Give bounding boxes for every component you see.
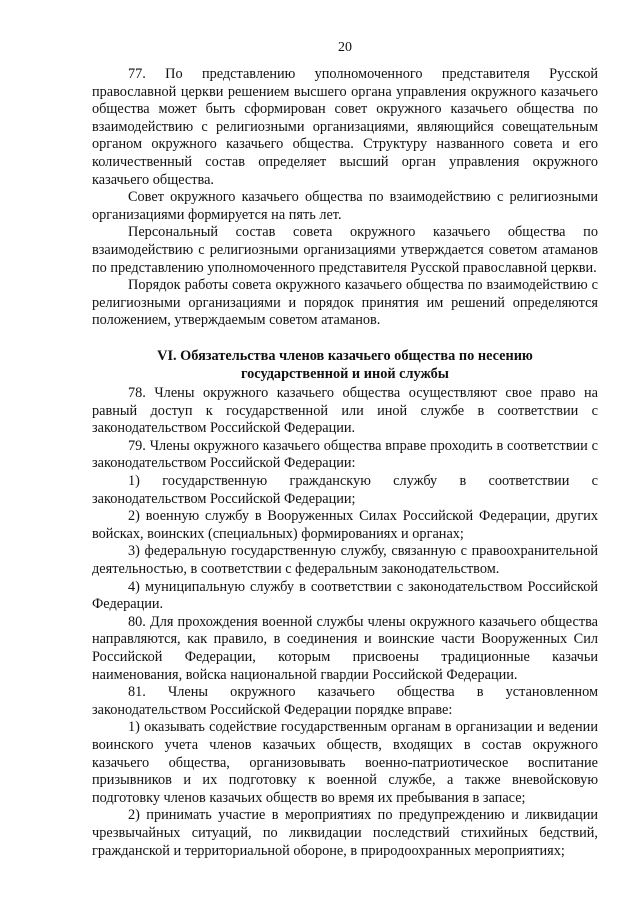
- section-heading: VI. Обязательства членов казачьего общества по несению государственной и иной службы: [157, 347, 533, 382]
- paragraph-78: 78. Члены окружного казачьего общества осуществляют свое право на равный доступ к государственной или иной службе в соответствии с законодательством Российской Федерации.: [92, 385, 598, 437]
- paragraph-81: 81. Члены окружного казачьего общества в установленном законодательством Российской Федерации порядке вправе:: [92, 684, 598, 718]
- paragraph-77: 77. По представлению уполномоченного представителя Русской православной церкви решением высшего органа управления окружного казачьего общества может быть сформирован совет окружного казачьего общества по взаимодействию с религиозными организациями, являющийся совещательным органом окружного казачьего общества. Структуру названного совета и его количественный состав определяет высший орган управления окружного казачьего общества.: [92, 66, 598, 188]
- paragraph-council-composition: Персональный состав совета окружного казачьего общества по взаимодействию с религиозными организациями утверждается советом атаманов по представлению уполномоченного представителя Русской православной церкви.: [92, 224, 598, 276]
- paragraph-council-term: Совет окружного казачьего общества по взаимодействию с религиозными организациями формируется на пять лет.: [92, 189, 598, 223]
- paragraph-81-item-1: 1) оказывать содействие государственным органам в организации и ведении воинского учета членов казачьих обществ, входящих в состав окружного казачьего общества, организовывать военно-патриотическое воспитание призывников и их подготовку к военной службе, а также вневойсковую подготовку членов казачьих обществ во время их пребывания в запасе;: [92, 719, 598, 806]
- paragraph-79: 79. Члены окружного казачьего общества вправе проходить в соответствии с законодательством Российской Федерации:: [92, 437, 598, 472]
- paragraph-80: 80. Для прохождения военной службы члены окружного казачьего общества направляются, как правило, в соединения и воинские части Вооруженных Сил Российской Федерации, которым присвоены традиционные казачьи наименования, войска национальной гвардии Российской Федерации.: [92, 613, 598, 683]
- page-number: 20: [338, 40, 352, 55]
- paragraph-79-item-1: 1) государственную гражданскую службу в соответствии с законодательством Российской Федерации;: [92, 473, 598, 507]
- paragraph-79-item-4: 4) муниципальную службу в соответствии с законодательством Российской Федерации.: [92, 578, 598, 613]
- paragraph-79-item-3: 3) федеральную государственную службу, связанную с правоохранительной деятельностью, в соответствии с федеральным законодательством.: [92, 543, 598, 578]
- paragraph-council-procedure: Порядок работы совета окружного казачьего общества по взаимодействию с религиозными организациями и порядок принятия им решений определяются положением, утверждаемым советом атаманов.: [92, 277, 598, 329]
- paragraph-79-item-2: 2) военную службу в Вооруженных Силах Российской Федерации, других войсках, воинских (специальных) формированиях и органах;: [92, 508, 598, 542]
- paragraph-81-item-2: 2) принимать участие в мероприятиях по предупреждению и ликвидации чрезвычайных ситуаций, по ликвидации последствий стихийных бедствий, гражданской и территориальной обороне, в природоохранных мероприятиях;: [92, 807, 598, 859]
